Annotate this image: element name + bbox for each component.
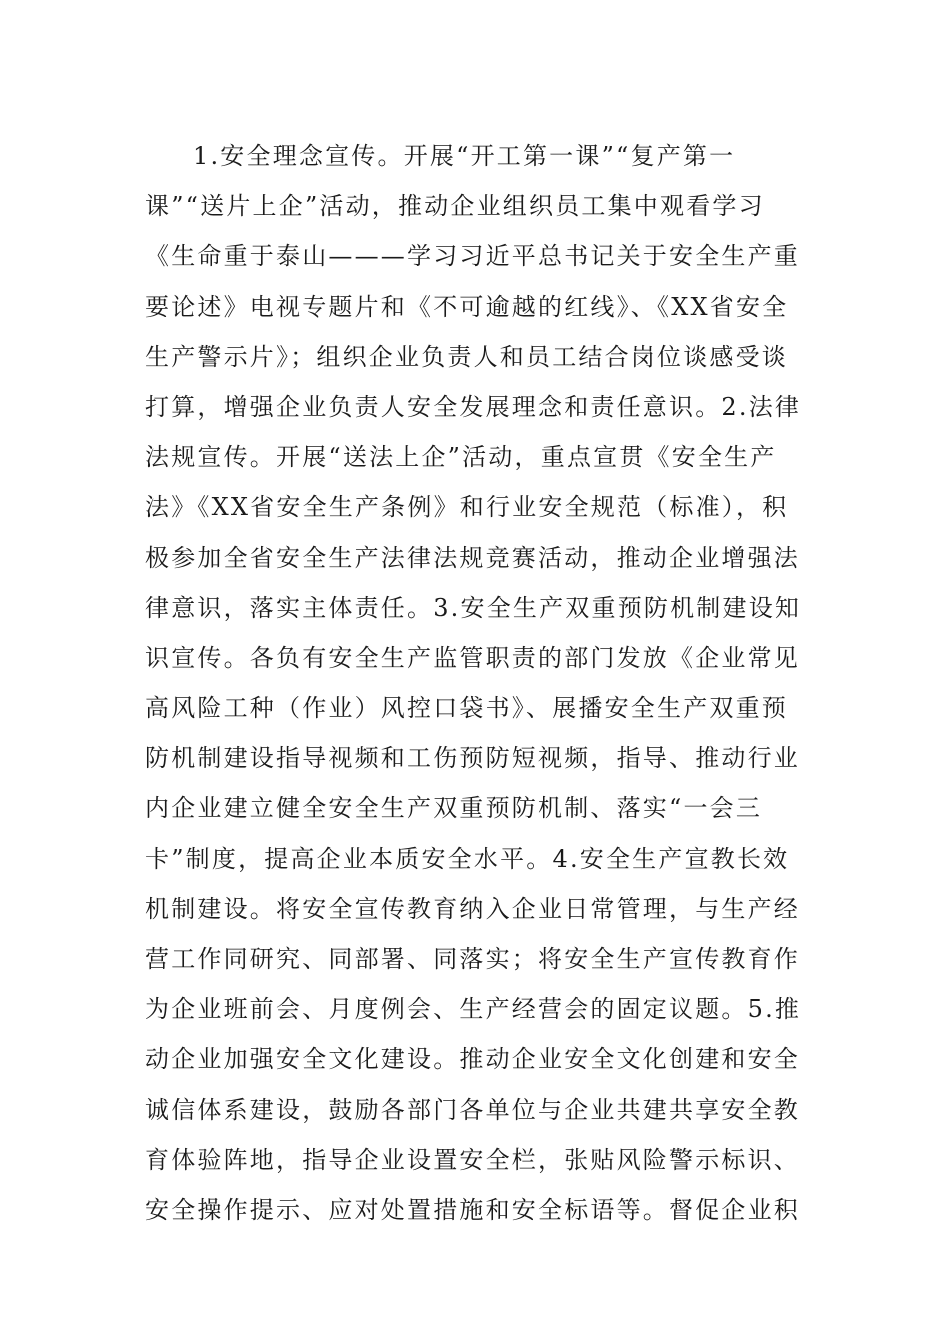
text-line: 律意识，落实主体责任。3.安全生产双重预防机制建设知 <box>145 593 802 622</box>
text-line: 生产警示片》；组织企业负责人和员工结合岗位谈感受谈 <box>145 342 788 371</box>
text-line: 法规宣传。开展“送法上企”活动，重点宣贯《安全生产 <box>145 443 777 472</box>
text-line: 1.安全理念宣传。开展“开工第一课”“复产第一 <box>193 142 736 170</box>
text-line: 课”“送片上企”活动，推动企业组织员工集中观看学习 <box>145 192 765 221</box>
text-line: 高风险工种（作业）风控口袋书》、展播安全生产双重预 <box>145 694 788 723</box>
text-line: 极参加全省安全生产法律法规竞赛活动，推动企业增强法 <box>145 543 800 572</box>
text-line: 防机制建设指导视频和工伤预防短视频，指导、推动行业 <box>145 744 800 773</box>
text-line: 要论述》电视专题片和《不可逾越的红线》、《XX省安全 <box>145 292 789 321</box>
text-line: 机制建设。将安全宣传教育纳入企业日常管理，与生产经 <box>145 894 800 923</box>
text-line: 安全操作提示、应对处置措施和安全标语等。督促企业积 <box>145 1195 800 1224</box>
text-line: 育体验阵地，指导企业设置安全栏，张贴风险警示标识、 <box>145 1145 800 1174</box>
text-line: 卡”制度，提高企业本质安全水平。4.安全生产宣教长效 <box>145 844 790 873</box>
text-line: 动企业加强安全文化建设。推动企业安全文化创建和安全 <box>145 1045 800 1074</box>
text-line: 《生命重于泰山———学习习近平总书记关于安全生产重 <box>145 242 800 271</box>
text-line: 法》《XX省安全生产条例》和行业安全规范（标准），积 <box>145 493 789 522</box>
text-line: 营工作同研究、同部署、同落实；将安全生产宣传教育作 <box>145 945 800 973</box>
text-line: 内企业建立健全安全生产双重预防机制、落实“一会三 <box>145 794 763 823</box>
text-line: 打算，增强企业负责人安全发展理念和责任意识。2.法律 <box>145 392 802 421</box>
text-line: 为企业班前会、月度例会、生产经营会的固定议题。5.推 <box>145 995 802 1024</box>
text-line: 诚信体系建设，鼓励各部门各单位与企业共建共享安全教 <box>145 1095 800 1124</box>
body-paragraph <box>145 131 805 1235</box>
text-line: 识宣传。各负有安全生产监管职责的部门发放《企业常见 <box>145 643 800 672</box>
